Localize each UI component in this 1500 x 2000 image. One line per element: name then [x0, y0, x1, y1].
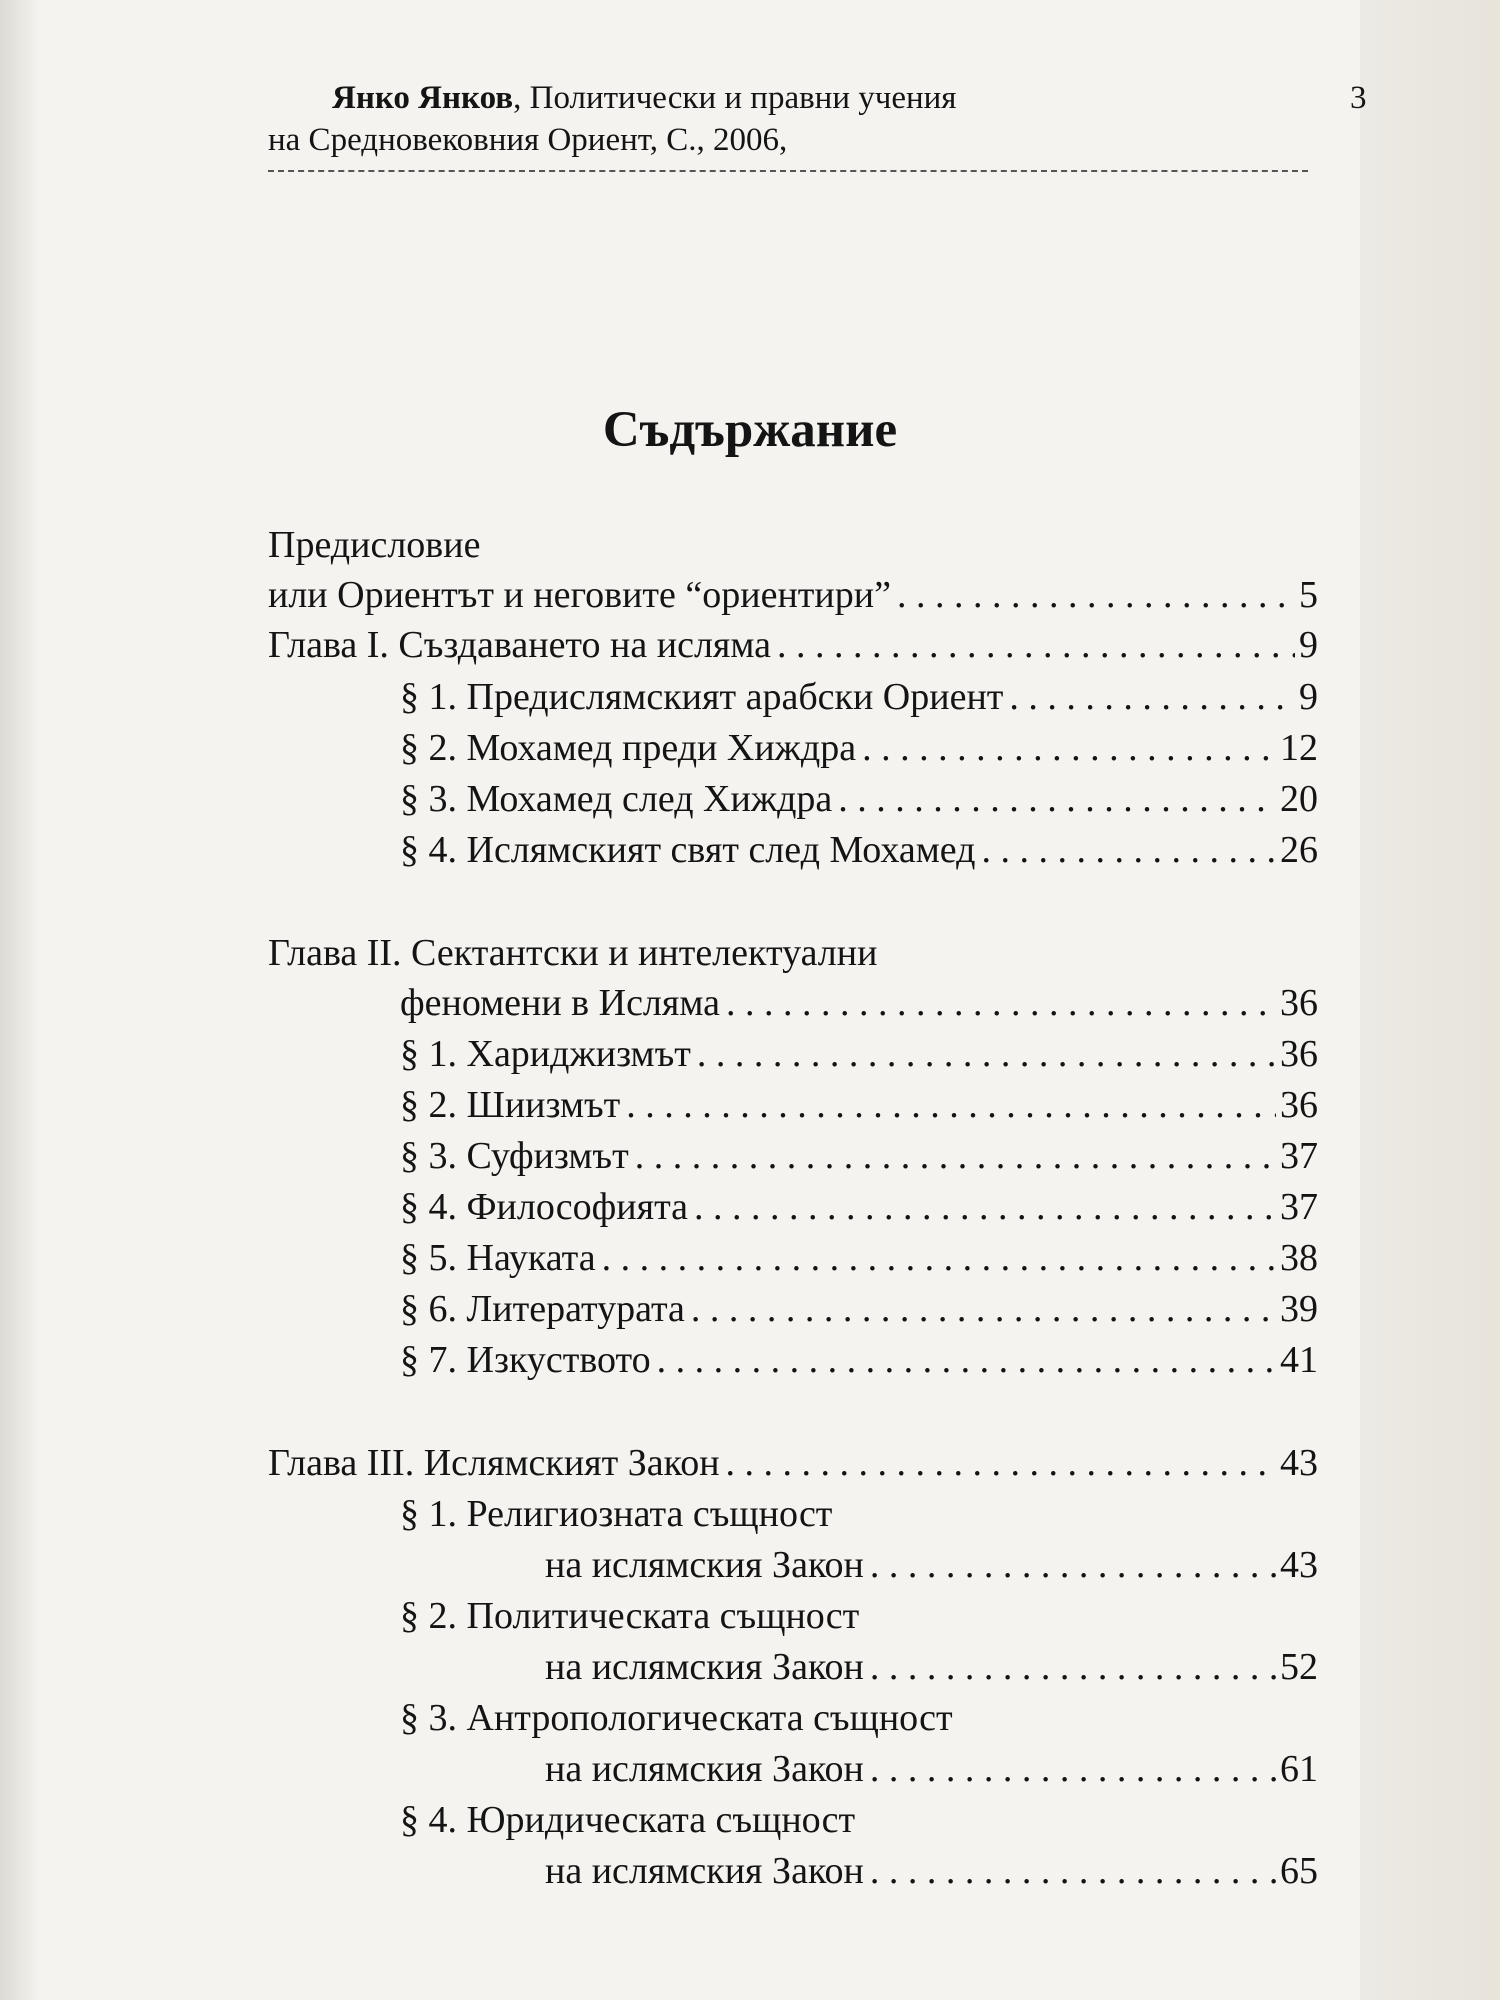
toc-entry-label: § 5. Науката: [400, 1237, 596, 1279]
toc-entry-ch3-section-1[interactable]: [545, 1540, 1318, 1590]
toc-entry-ch2-section-3[interactable]: [400, 1131, 1318, 1181]
toc-entry-label: § 2. Шиизмът: [400, 1084, 621, 1126]
toc-entry-page: 36: [1280, 1084, 1318, 1126]
toc-entry-label: § 2. Мохамед преди Хиждра: [400, 727, 857, 769]
toc-entry-label: § 1. Хариджизмът: [400, 1033, 691, 1075]
toc-entry-page: 9: [1299, 676, 1318, 718]
toc-entry-label: Глава III. Ислямският Закон: [268, 1442, 720, 1484]
toc-entry-page: 41: [1280, 1339, 1318, 1381]
toc-entry-label: феномени в Исляма: [400, 982, 721, 1024]
toc-entry-ch3-section-4[interactable]: [545, 1846, 1318, 1896]
toc-entry-ch2-section-2[interactable]: [400, 1080, 1318, 1130]
leader-dots: [1009, 672, 1295, 722]
toc-entry-preface[interactable]: [268, 570, 1318, 620]
toc-entry-page: 52: [1280, 1646, 1318, 1688]
header-title-part1: , Политически и правни учения: [513, 80, 957, 116]
toc-entry-label: на ислямския Закон: [545, 1748, 864, 1790]
leader-dots: [870, 1540, 1276, 1590]
toc-ch3-section-1-line1: § 1. Религиозната същност: [400, 1493, 833, 1535]
toc-entry-label: Глава I. Създаването на исляма: [268, 624, 772, 666]
toc-ch3-section-4-line1: § 4. Юридическата същност: [400, 1799, 856, 1841]
toc-entry-ch2-section-7[interactable]: [400, 1335, 1318, 1385]
toc-entry-page: 12: [1280, 727, 1318, 769]
leader-dots: [726, 978, 1276, 1028]
toc-entry-page: 65: [1280, 1850, 1318, 1892]
toc-entry-page: 26: [1280, 829, 1318, 871]
toc-entry-label: § 3. Мохамед след Хиждра: [400, 778, 833, 820]
header-author: Янко Янков: [332, 80, 514, 116]
leader-dots: [870, 1744, 1276, 1794]
page-number: 3: [1350, 80, 1367, 116]
header-dashed-rule: [268, 170, 1308, 172]
leader-dots: [897, 570, 1295, 620]
leader-dots: [838, 774, 1276, 824]
toc-entry-page: 38: [1280, 1237, 1318, 1279]
toc-preface-line1: Предисловие: [268, 524, 481, 566]
toc-entry-ch1-section-3[interactable]: [400, 774, 1318, 824]
leader-dots: [777, 620, 1295, 670]
toc-entry-page: 39: [1280, 1288, 1318, 1330]
toc-entry-ch2-section-6[interactable]: [400, 1284, 1318, 1334]
toc-entry-page: 43: [1280, 1544, 1318, 1586]
leader-dots: [602, 1233, 1276, 1283]
leader-dots: [657, 1335, 1276, 1385]
toc-entry-page: 36: [1280, 982, 1318, 1024]
toc-ch3-section-3-line1: § 3. Антропологическата същност: [400, 1697, 953, 1739]
toc-entry-page: 5: [1299, 574, 1318, 616]
toc-entry-label: § 6. Литературата: [400, 1288, 685, 1330]
toc-entry-label: § 4. Ислямският свят след Мохамед: [400, 829, 976, 871]
leader-dots: [694, 1182, 1276, 1232]
toc-entry-page: 9: [1299, 624, 1318, 666]
toc-entry-page: 20: [1280, 778, 1318, 820]
toc-entry-ch2-section-1[interactable]: [400, 1029, 1318, 1079]
toc-entry-ch1-section-1[interactable]: [400, 672, 1318, 722]
toc-entry-label: § 7. Изкуството: [400, 1339, 651, 1381]
toc-entry-label: § 1. Предислямският арабски Ориент: [400, 676, 1004, 718]
toc-entry-ch2-section-4[interactable]: [400, 1182, 1318, 1232]
toc-ch2-title-line1: Глава II. Сектантски и интелектуални: [268, 932, 878, 974]
page-title: Съдържание: [602, 402, 898, 458]
toc-entry-page: 43: [1280, 1442, 1318, 1484]
leader-dots: [697, 1029, 1276, 1079]
toc-entry-label: на ислямския Закон: [545, 1544, 864, 1586]
leader-dots: [691, 1284, 1276, 1334]
running-header-line1: [332, 78, 956, 118]
toc-entry-ch3-section-2[interactable]: [545, 1642, 1318, 1692]
toc-entry-page: 37: [1280, 1186, 1318, 1228]
leader-dots: [870, 1846, 1276, 1896]
leader-dots: [981, 825, 1276, 875]
leader-dots: [635, 1131, 1276, 1181]
toc-entry-label: § 4. Философията: [400, 1186, 689, 1228]
toc-entry-page: 36: [1280, 1033, 1318, 1075]
toc-entry-chapter-3[interactable]: [268, 1438, 1318, 1488]
toc-entry-label: § 3. Суфизмът: [400, 1135, 629, 1177]
leader-dots: [862, 723, 1276, 773]
toc-entry-ch2-section-5[interactable]: [400, 1233, 1318, 1283]
toc-ch3-section-2-line1: § 2. Политическата същност: [400, 1595, 860, 1637]
toc-entry-ch3-section-3[interactable]: [545, 1744, 1318, 1794]
leader-dots: [726, 1438, 1276, 1488]
toc-entry-chapter-1[interactable]: [268, 620, 1318, 670]
toc-entry-page: 37: [1280, 1135, 1318, 1177]
toc-entry-label: на ислямския Закон: [545, 1646, 864, 1688]
toc-entry-label: на ислямския Закон: [545, 1850, 864, 1892]
leader-dots: [870, 1642, 1276, 1692]
toc-entry-ch1-section-2[interactable]: [400, 723, 1318, 773]
running-header-line2: на Средновековния Ориент, С., 2006,: [268, 122, 788, 158]
toc-entry-label: или Ориентът и неговите “ориентири”: [268, 574, 891, 616]
leader-dots: [626, 1080, 1276, 1130]
toc-entry-chapter-2[interactable]: [400, 978, 1318, 1028]
toc-entry-page: 61: [1280, 1748, 1318, 1790]
toc-entry-ch1-section-4[interactable]: [400, 825, 1318, 875]
